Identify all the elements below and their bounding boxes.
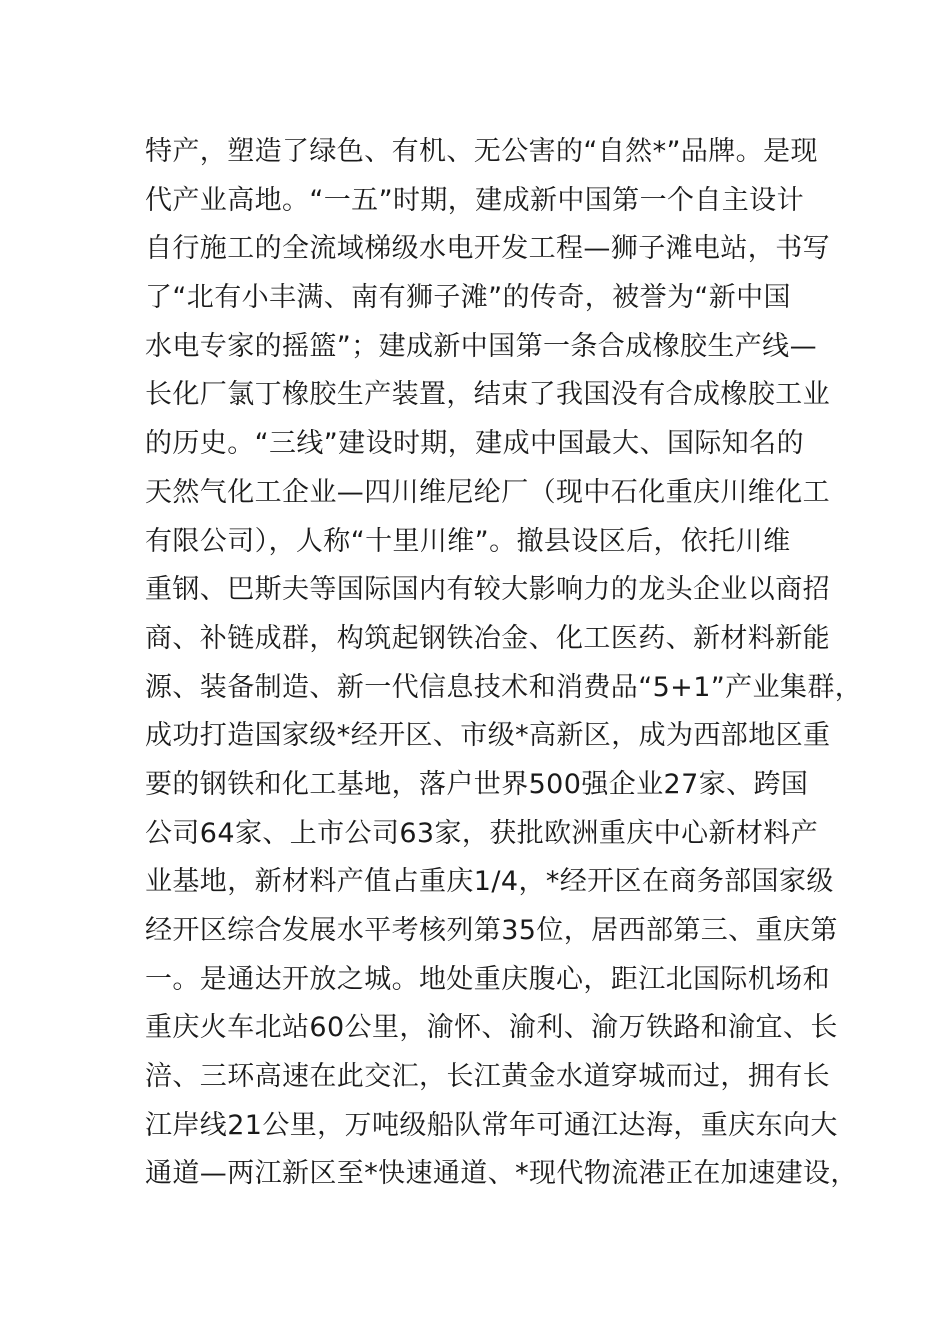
text-line: 天然气化工企业—四川维尼纶厂（现中石化重庆川维化工 [145,476,830,508]
text-line: 重庆火车北站60公里，渝怀、渝利、渝万铁路和渝宜、长 [145,1012,838,1044]
text-line: 经开区综合发展水平考核列第35位，居西部第三、重庆第 [145,915,838,946]
text-line: 长化厂氯丁橡胶生产装置，结束了我国没有合成橡胶工业 [145,379,830,411]
text-line: 涪、三环高速在此交汇，长江黄金水道穿城而过，拥有长 [145,1061,830,1093]
text-line: 公司64家、上市公司63家，获批欧洲重庆中心新材料产 [145,817,819,849]
text-line: 了“北有小丰满、南有狮子滩”的传奇，被誉为“新中国 [145,282,791,314]
text-line: 商、补链成群，构筑起钢铁冶金、化工医药、新材料新能 [145,622,830,654]
text-line: 重钢、巴斯夫等国际国内有较大影响力的龙头企业以商招 [145,574,830,606]
text-line: 业基地，新材料产值占重庆1/4，*经开区在商务部国家级 [145,866,834,898]
text-line: 水电专家的摇篮”；建成新中国第一条合成橡胶生产线— [145,330,817,362]
body-paragraph [145,128,863,1199]
text-line: 要的钢铁和化工基地，落户世界500强企业27家、跨国 [145,768,809,800]
text-line: 的历史。“三线”建设时期，建成中国最大、国际知名的 [145,428,804,460]
text-line: 源、装备制造、新一代信息技术和消费品“5+1”产业集群， [145,671,863,703]
text-line: 有限公司），人称“十里川维”。撤县设区后，依托川维 [145,525,791,557]
text-line: 代产业高地。“一五”时期，建成新中国第一个自主设计 [145,184,804,216]
text-line: 通道—两江新区至*快速通道、*现代物流港正在加速建设， [145,1158,858,1190]
text-line: 成功打造国家级*经开区、市级*高新区，成为西部地区重 [145,720,831,752]
text-line: 一。是通达开放之城。地处重庆腹心，距江北国际机场和 [145,963,830,995]
text-line: 特产，塑造了绿色、有机、无公害的“自然*”品牌。是现 [145,136,818,167]
text-line: 自行施工的全流域梯级水电开发工程—狮子滩电站，书写 [145,233,830,265]
text-line: 江岸线21公里，万吨级船队常年可通江达海，重庆东向大 [145,1109,838,1141]
